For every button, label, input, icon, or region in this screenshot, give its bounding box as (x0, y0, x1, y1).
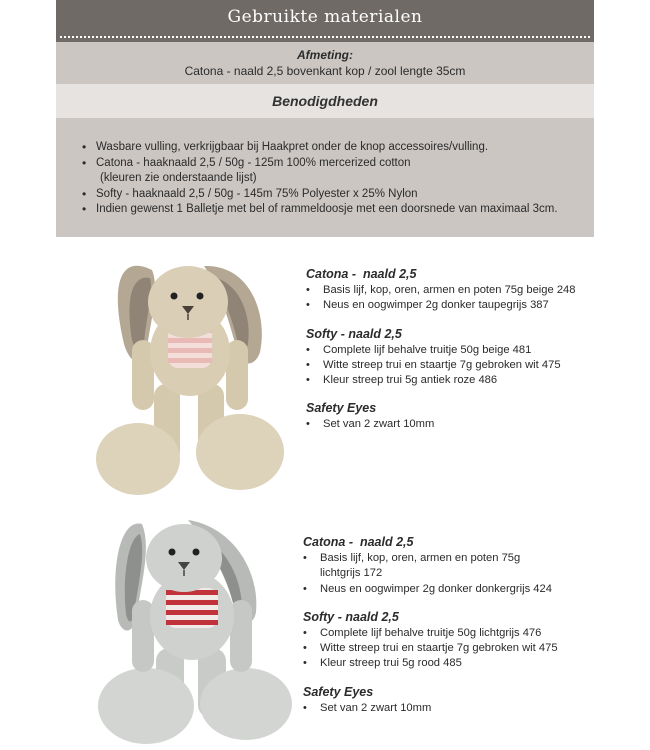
list-item: • Complete lijf behalve truitje 50g lichtgrijs 476 (303, 626, 558, 641)
requirements-list (80, 140, 590, 218)
softy-list (303, 626, 558, 672)
stitch-divider (60, 36, 590, 38)
list-item: • Complete lijf behalve truitje 50g beige 481 (306, 343, 576, 358)
benodigdheden-heading: Benodigdheden (272, 93, 378, 109)
list-item: • Witte streep trui en staartje 7g gebroken wit 475 (303, 641, 558, 656)
afmeting-label: Afmeting: (297, 48, 353, 62)
catona-list (306, 283, 576, 314)
afmeting-value: Catona - naald 2,5 bovenkant kop / zool lengte 35cm (184, 64, 466, 78)
list-item: • Basis lijf, kop, oren, armen en poten 75g beige 248 (306, 283, 576, 298)
list-item: • Kleur streep trui 5g antiek roze 486 (306, 373, 576, 388)
materials-header (56, 0, 594, 237)
catona-title: Catona - naald 2,5 (303, 535, 414, 549)
safety-eyes-title: Safety Eyes (306, 401, 377, 416)
list-item: • Kleur streep trui 5g rood 485 (303, 656, 558, 671)
benodigdheden-band (56, 84, 594, 118)
title-band (56, 0, 594, 42)
grey-bunny-photo (60, 508, 300, 748)
safety-eyes-list (303, 701, 558, 716)
beige-bunny-photo (80, 244, 300, 500)
list-item: • Set van 2 zwart 10mm (306, 417, 576, 432)
list-item: • Neus en oogwimper 2g donker taupegrijs 387 (306, 298, 576, 313)
list-item: • Witte streep trui en staartje 7g gebroken wit 475 (306, 358, 576, 373)
safety-eyes-title: Safety Eyes (303, 684, 374, 699)
softy-list (306, 343, 576, 389)
catona-list (303, 551, 558, 597)
list-item: • Neus en oogwimper 2g donker donkergrijs 424 (303, 582, 558, 597)
softy-title: Softy - naald 2,5 (303, 609, 399, 624)
safety-eyes-list (306, 417, 576, 432)
catona-title: Catona - naald 2,5 (306, 267, 417, 281)
list-item: • Catona - haaknaald 2,5 / 50g - 125m 100% mercerized cotton (80, 156, 590, 172)
list-item: • Softy - haaknaald 2,5 / 50g - 145m 75% Polyester x 25% Nylon (80, 187, 590, 203)
grey-bunny-materials (303, 535, 558, 716)
softy-title: Softy - naald 2,5 (306, 326, 402, 341)
page-title: Gebruikte materialen (227, 7, 423, 27)
list-item: • Indien gewenst 1 Balletje met bel of rammeldoosje met een doorsnede van maximaal 3cm. (80, 202, 590, 218)
list-item: • Set van 2 zwart 10mm (303, 701, 558, 716)
list-item: (kleuren zie onderstaande lijst) (100, 172, 257, 184)
beige-bunny-materials (306, 267, 576, 433)
list-item: • Basis lijf, kop, oren, armen en poten 75g (303, 551, 558, 566)
list-item: • Wasbare vulling, verkrijgbaar bij Haakpret onder de knop accessoires/vulling. (80, 140, 590, 156)
list-item: lichtgrijs 172 (320, 567, 383, 580)
